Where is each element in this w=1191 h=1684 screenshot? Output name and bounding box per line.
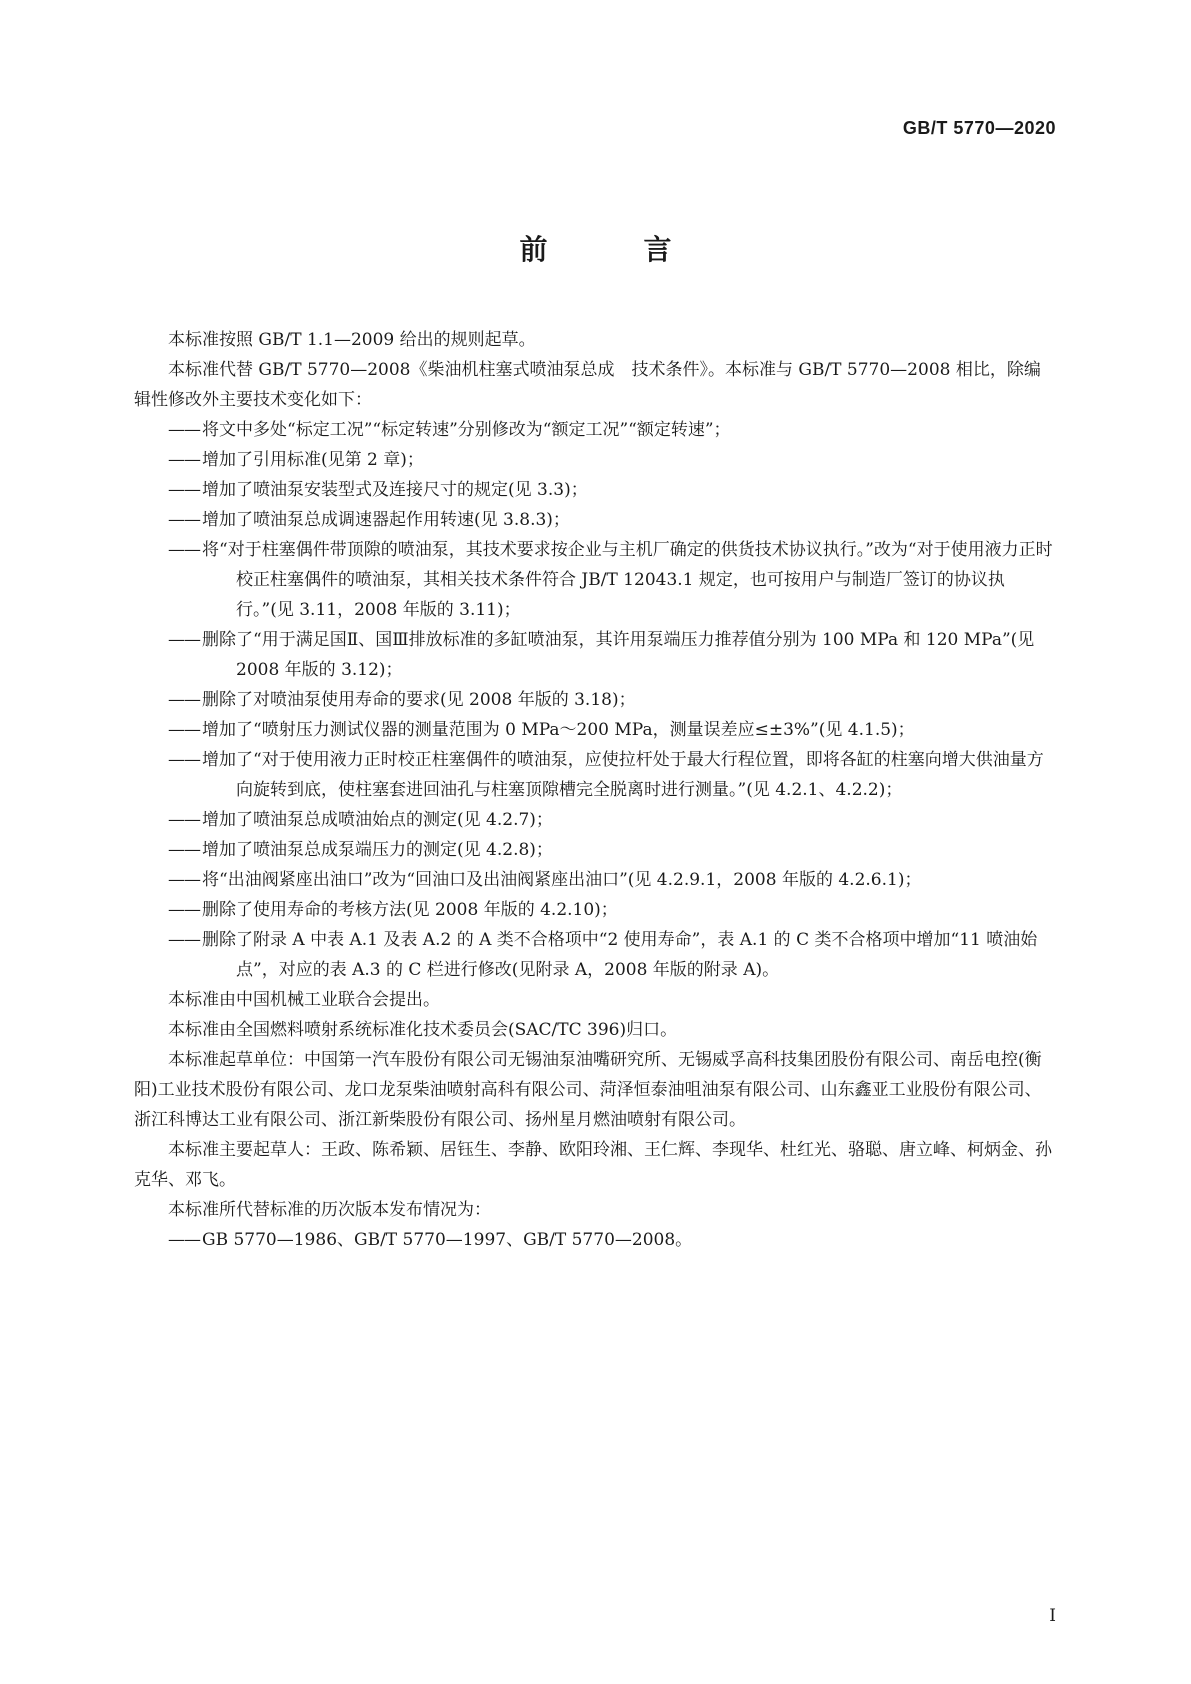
paragraph-drafters: 本标准主要起草人：王政、陈希颖、居钰生、李静、欧阳玲湘、王仁辉、李现华、杜红光、骆聪、唐立峰、柯炳金、孙克华、邓飞。: [134, 1140, 1052, 1190]
list-item-text: 增加了引用标准(见第 2 章)；: [202, 450, 424, 470]
list-item: [168, 505, 1057, 535]
dash-marker: ——: [168, 540, 200, 560]
list-item-text: GB 5770—1986、GB/T 5770—1997、GB/T 5770—2008。: [202, 1230, 693, 1250]
dash-marker: ——: [168, 930, 200, 950]
page-number: I: [1049, 1606, 1056, 1626]
list-item-text: 删除了对喷油泵使用寿命的要求(见 2008 年版的 3.18)；: [202, 690, 636, 710]
list-item: [168, 895, 1057, 925]
dash-marker: ——: [168, 810, 200, 830]
page-title: 前 言: [519, 233, 706, 266]
list-item-text: 将文中多处“标定工况”“标定转速”分别修改为“额定工况”“额定转速”；: [202, 420, 731, 440]
paragraph-drafting-rules: 本标准按照 GB/T 1.1—2009 给出的规则起草。: [168, 330, 536, 350]
dash-marker: ——: [168, 420, 200, 440]
list-item-text: 删除了附录 A 中表 A.1 及表 A.2 的 A 类不合格项中“2 使用寿命”，表 A.1 的 C 类不合格项中增加“11 喷油始点”，对应的表 A.3 的 C 栏进行修改(见附录 A，2008 年版的附录 A)。: [202, 930, 1038, 980]
list-item: [168, 715, 1057, 745]
dash-marker: ——: [168, 480, 200, 500]
list-item: [168, 835, 1057, 865]
paragraph-replacement: 本标准代替 GB/T 5770—2008《柴油机柱塞式喷油泵总成 技术条件》。本标准与 GB/T 5770—2008 相比，除编辑性修改外主要技术变化如下：: [134, 360, 1041, 410]
dash-marker: ——: [168, 510, 200, 530]
dash-marker: ——: [168, 870, 200, 890]
paragraph-proposer: 本标准由中国机械工业联合会提出。: [168, 990, 440, 1010]
history-list: [134, 1225, 1057, 1255]
dash-marker: ——: [168, 900, 200, 920]
list-item: [168, 475, 1057, 505]
changes-list: [134, 415, 1057, 985]
dash-marker: ——: [168, 1230, 200, 1250]
list-item-text: 增加了喷油泵总成泵端压力的测定(见 4.2.8)；: [202, 840, 553, 860]
list-item: [168, 1225, 1057, 1255]
list-item: [168, 685, 1057, 715]
list-item-text: 增加了喷油泵安装型式及连接尺寸的规定(见 3.3)；: [202, 480, 588, 500]
list-item: [168, 415, 1057, 445]
list-item: [168, 865, 1057, 895]
paragraph-history-intro: 本标准所代替标准的历次版本发布情况为：: [168, 1200, 491, 1220]
list-item-text: 增加了“对于使用液力正时校正柱塞偶件的喷油泵，应使拉杆处于最大行程位置，即将各缸的柱塞向增大供油量方向旋转到底，使柱塞套进回油孔与柱塞顶隙槽完全脱离时进行测量。”(见 4.2.1、4.2.2)；: [202, 750, 1044, 800]
list-item-text: 将“对于柱塞偶件带顶隙的喷油泵，其技术要求按企业与主机厂确定的供货技术协议执行。”改为“对于使用液力正时校正柱塞偶件的喷油泵，其相关技术条件符合 JB/T 12043.1 规定，也可按用户与制造厂签订的协议执行。”(见 3.11，2008 年版的 3.11)；: [202, 540, 1053, 620]
dash-marker: ——: [168, 720, 200, 740]
list-item-text: 删除了“用于满足国Ⅱ、国Ⅲ排放标准的多缸喷油泵，其许用泵端压力推荐值分别为 100 MPa 和 120 MPa”(见 2008 年版的 3.12)；: [202, 630, 1035, 680]
standard-code: GB/T 5770—2020: [902, 118, 1056, 138]
dash-marker: ——: [168, 630, 200, 650]
list-item: [168, 535, 1057, 625]
list-item: [168, 445, 1057, 475]
dash-marker: ——: [168, 750, 200, 770]
list-item-text: 增加了喷油泵总成喷油始点的测定(见 4.2.7)；: [202, 810, 553, 830]
list-item-text: 将“出油阀紧座出油口”改为“回油口及出油阀紧座出油口”(见 4.2.9.1，2008 年版的 4.2.6.1)；: [202, 870, 922, 890]
list-item-text: 增加了喷油泵总成调速器起作用转速(见 3.8.3)；: [202, 510, 570, 530]
list-item: [168, 925, 1057, 985]
list-item: [168, 805, 1057, 835]
dash-marker: ——: [168, 690, 200, 710]
list-item: [168, 625, 1057, 685]
dash-marker: ——: [168, 840, 200, 860]
list-item-text: 增加了“喷射压力测试仪器的测量范围为 0 MPa～200 MPa，测量误差应≤±3%”(见 4.1.5)；: [202, 720, 915, 740]
paragraph-drafting-units: 本标准起草单位：中国第一汽车股份有限公司无锡油泵油嘴研究所、无锡威孚高科技集团股份有限公司、南岳电控(衡阳)工业技术股份有限公司、龙口龙泵柴油喷射高科有限公司、菏泽恒泰油咀油泵有限公司、山东鑫亚工业股份有限公司、浙江科博达工业有限公司、浙江新柴股份有限公司、扬州星月燃油喷射有限公司。: [134, 1050, 1042, 1130]
list-item-text: 删除了使用寿命的考核方法(见 2008 年版的 4.2.10)；: [202, 900, 618, 920]
document-body: [134, 325, 1057, 1255]
paragraph-committee: 本标准由全国燃料喷射系统标准化技术委员会(SAC/TC 396)归口。: [168, 1020, 678, 1040]
dash-marker: ——: [168, 450, 200, 470]
list-item: [168, 745, 1057, 805]
